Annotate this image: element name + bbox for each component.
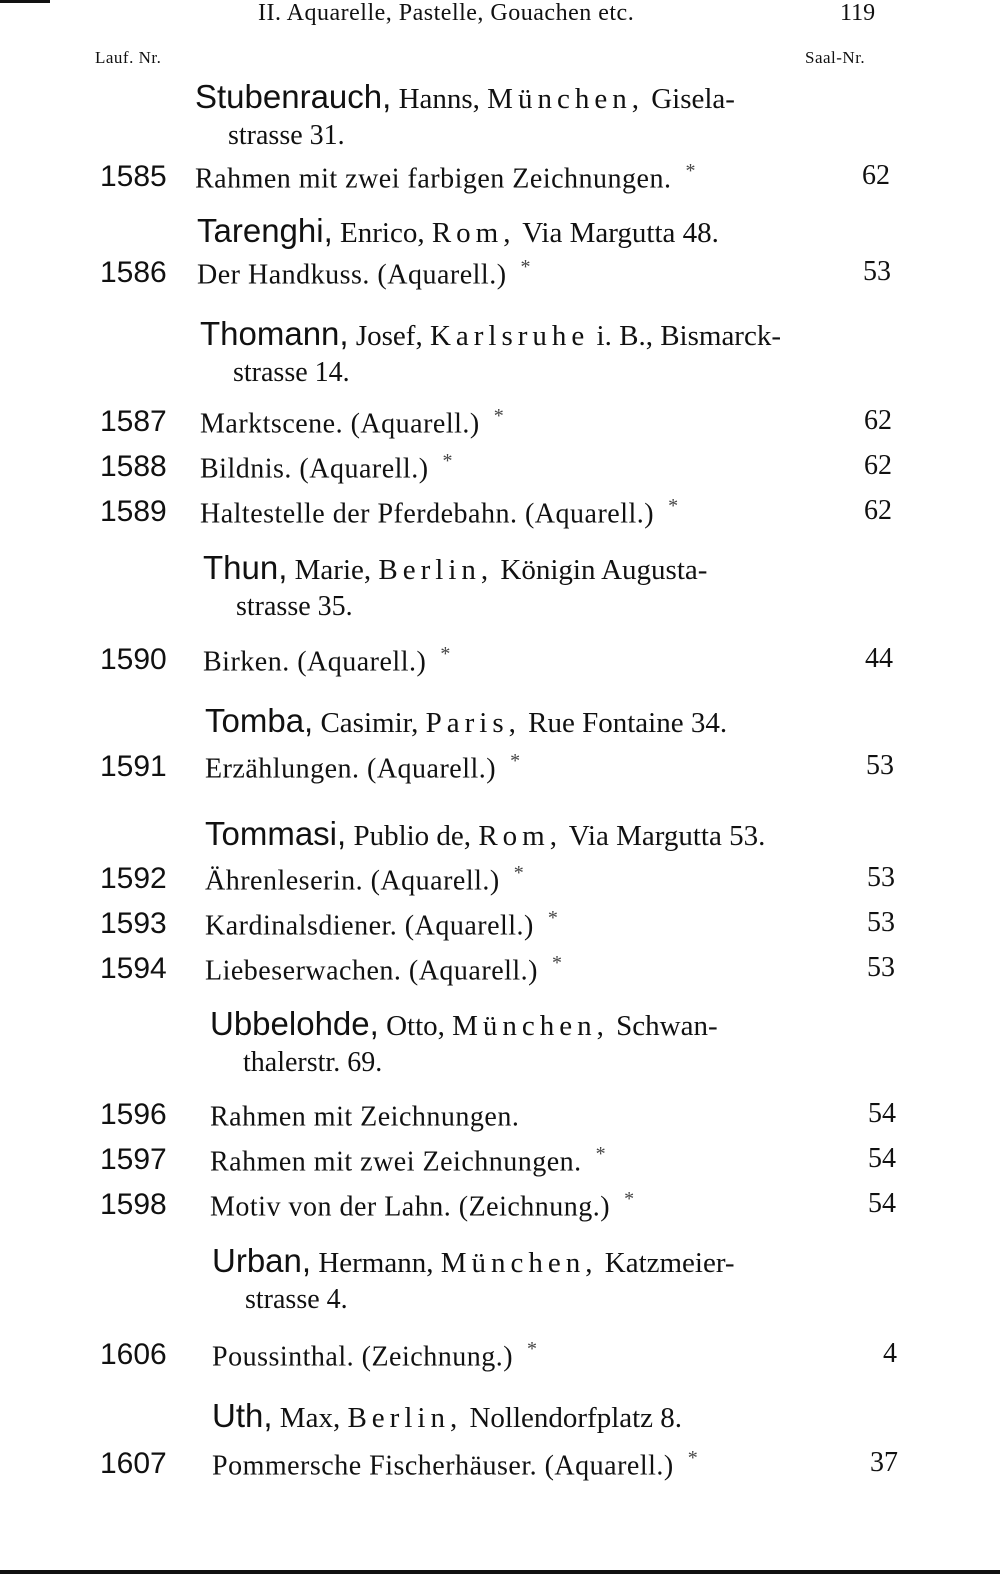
room-number: 62 (864, 405, 892, 436)
room-number: 54 (868, 1143, 896, 1174)
room-number: 37 (870, 1447, 898, 1478)
running-title: II. Aquarelle, Pastelle, Gouachen etc. (258, 0, 635, 26)
room-number: 53 (866, 750, 894, 781)
work-number: 1592 (100, 862, 167, 895)
room-number: 54 (868, 1098, 896, 1129)
room-number: 53 (863, 256, 891, 287)
work-title (212, 1447, 698, 1482)
star-mark: * (440, 643, 451, 665)
star-mark: * (513, 862, 525, 884)
artist-surname: Urban, (212, 1242, 312, 1279)
work-title-text: Rahmen mit Zeichnungen. (210, 1101, 520, 1133)
work-row (0, 1143, 1000, 1183)
artist-given-name: Max, (272, 1402, 341, 1434)
work-number: 1597 (100, 1143, 167, 1176)
artist-surname: Tommasi, (205, 815, 347, 852)
artist-address: i. B., Bismarck- (589, 320, 781, 352)
work-row (0, 750, 1000, 790)
work-number: 1607 (100, 1447, 167, 1480)
work-title (200, 450, 453, 485)
artist-heading (195, 78, 735, 116)
work-title (203, 643, 451, 678)
artist-heading (200, 315, 781, 353)
work-title (210, 1188, 635, 1223)
work-title-text: Marktscene. (Aquarell.) (200, 408, 480, 440)
work-row (0, 256, 1000, 296)
work-row (0, 495, 1000, 535)
artist-heading (203, 549, 707, 587)
room-number: 53 (867, 907, 895, 938)
room-number: 4 (883, 1338, 897, 1369)
artist-given-name: Hermann, (311, 1247, 434, 1279)
artist-city: Paris, (425, 707, 521, 739)
artist-address: Via Margutta 48. (515, 217, 719, 249)
work-row (0, 907, 1000, 947)
work-row (0, 1338, 1000, 1378)
work-title (210, 1143, 606, 1178)
work-row (0, 160, 1000, 200)
work-title-text: Liebeserwachen. (Aquarell.) (205, 955, 538, 987)
artist-surname: Stubenrauch, (195, 78, 392, 115)
room-number: 53 (867, 952, 895, 983)
work-number: 1593 (100, 907, 167, 940)
column-header-lauf-nr: Lauf. Nr. (95, 48, 162, 67)
work-row (0, 862, 1000, 902)
artist-address: Nollendorfplatz 8. (462, 1402, 683, 1434)
work-title (200, 405, 504, 440)
artist-address-continuation: thalerstr. 69. (243, 1047, 383, 1078)
work-row (0, 1098, 1000, 1138)
work-row (0, 405, 1000, 445)
work-title (205, 862, 524, 897)
work-number: 1606 (100, 1338, 167, 1371)
room-number: 44 (865, 643, 893, 674)
artist-heading (197, 212, 719, 250)
artist-surname: Thun, (203, 549, 288, 586)
artist-given-name: Hanns, (391, 83, 480, 115)
artist-city: Rom, (431, 217, 516, 249)
star-mark: * (527, 1338, 538, 1360)
work-title (200, 495, 679, 530)
work-title (195, 160, 696, 195)
artist-city: Karlsruhe (429, 320, 590, 352)
work-title-text: Pommersche Fischerhäuser. (Aquarell.) (212, 1450, 674, 1482)
work-row (0, 450, 1000, 490)
artist-heading (212, 1242, 735, 1280)
work-number: 1588 (100, 450, 167, 483)
work-title (205, 952, 563, 987)
artist-heading (205, 815, 765, 853)
artist-address: Königin Augusta- (493, 554, 708, 586)
work-title-text: Rahmen mit zwei farbigen Zeichnungen. (195, 163, 672, 195)
artist-address: Gisela- (643, 83, 735, 115)
work-number: 1594 (100, 952, 167, 985)
page-number: 119 (840, 0, 876, 26)
artist-surname: Tarenghi, (197, 212, 333, 249)
work-title (197, 256, 531, 291)
artist-city: Rom, (478, 820, 562, 852)
artist-surname: Uth, (212, 1397, 273, 1434)
work-title (210, 1098, 533, 1133)
work-title (205, 750, 521, 785)
artist-given-name: Casimir, (313, 707, 419, 739)
artist-city: Berlin, (347, 1402, 463, 1434)
work-title-text: Rahmen mit zwei Zeichnungen. (210, 1146, 582, 1178)
room-number: 53 (867, 862, 895, 893)
artist-address: Rue Fontaine 34. (520, 707, 728, 739)
room-number: 54 (868, 1188, 896, 1219)
work-title (205, 907, 558, 942)
work-number: 1587 (100, 405, 167, 438)
artist-given-name: Otto, (378, 1010, 445, 1042)
star-mark: * (552, 952, 563, 974)
artist-city: München, (487, 83, 644, 115)
work-title-text: Kardinalsdiener. (Aquarell.) (205, 910, 534, 942)
artist-city: Berlin, (378, 554, 494, 586)
work-number: 1585 (100, 160, 167, 193)
work-number: 1598 (100, 1188, 167, 1221)
artist-city: München, (440, 1247, 598, 1279)
room-number: 62 (862, 160, 890, 191)
artist-address-continuation: strasse 14. (233, 357, 350, 388)
artist-given-name: Josef, (348, 320, 423, 352)
work-title-text: Birken. (Aquarell.) (203, 646, 427, 678)
work-title-text: Motiv von der Lahn. (Zeichnung.) (210, 1191, 611, 1223)
artist-given-name: Publio de, (346, 820, 472, 852)
work-title-text: Haltestelle der Pferdebahn. (Aquarell.) (200, 498, 655, 530)
work-row (0, 952, 1000, 992)
work-number: 1590 (100, 643, 167, 676)
artist-heading (210, 1005, 718, 1043)
work-number: 1589 (100, 495, 167, 528)
artist-address: Katzmeier- (597, 1247, 735, 1279)
column-header-saal-nr: Saal-Nr. (805, 48, 866, 67)
work-number: 1591 (100, 750, 167, 783)
work-title-text: Ährenleserin. (Aquarell.) (205, 865, 500, 897)
artist-heading (212, 1397, 682, 1435)
star-mark: * (493, 405, 505, 427)
artist-given-name: Enrico, (332, 217, 425, 249)
work-row (0, 643, 1000, 683)
artist-surname: Thomann, (200, 315, 349, 352)
artist-address: Via Margutta 53. (561, 820, 766, 852)
room-number: 62 (864, 495, 892, 526)
artist-address-continuation: strasse 4. (245, 1284, 348, 1315)
work-number: 1586 (100, 256, 167, 289)
star-mark: * (547, 907, 559, 929)
artist-heading (205, 702, 727, 740)
artist-address-continuation: strasse 35. (236, 591, 353, 622)
star-mark: * (442, 450, 454, 472)
work-title-text: Der Handkuss. (Aquarell.) (197, 259, 507, 291)
top-rule (0, 0, 50, 3)
star-mark: * (510, 750, 521, 772)
star-mark: * (668, 495, 679, 517)
artist-address-continuation: strasse 31. (228, 120, 345, 151)
artist-given-name: Marie, (287, 554, 372, 586)
star-mark: * (520, 256, 532, 278)
work-row (0, 1447, 1000, 1487)
work-number: 1596 (100, 1098, 167, 1131)
room-number: 62 (864, 450, 892, 481)
work-title-text: Bildnis. (Aquarell.) (200, 453, 429, 485)
star-mark: * (595, 1143, 607, 1165)
star-mark: * (687, 1447, 699, 1469)
work-title-text: Erzählungen. (Aquarell.) (205, 753, 497, 785)
artist-surname: Tomba, (205, 702, 314, 739)
artist-surname: Ubbelohde, (210, 1005, 379, 1042)
work-title (212, 1338, 538, 1373)
work-row (0, 1188, 1000, 1228)
bottom-rule (0, 1570, 1000, 1574)
star-mark: * (685, 160, 696, 182)
work-title-text: Poussinthal. (Zeichnung.) (212, 1341, 514, 1373)
artist-city: München, (452, 1010, 609, 1042)
artist-address: Schwan- (608, 1010, 718, 1042)
star-mark: * (624, 1188, 635, 1210)
